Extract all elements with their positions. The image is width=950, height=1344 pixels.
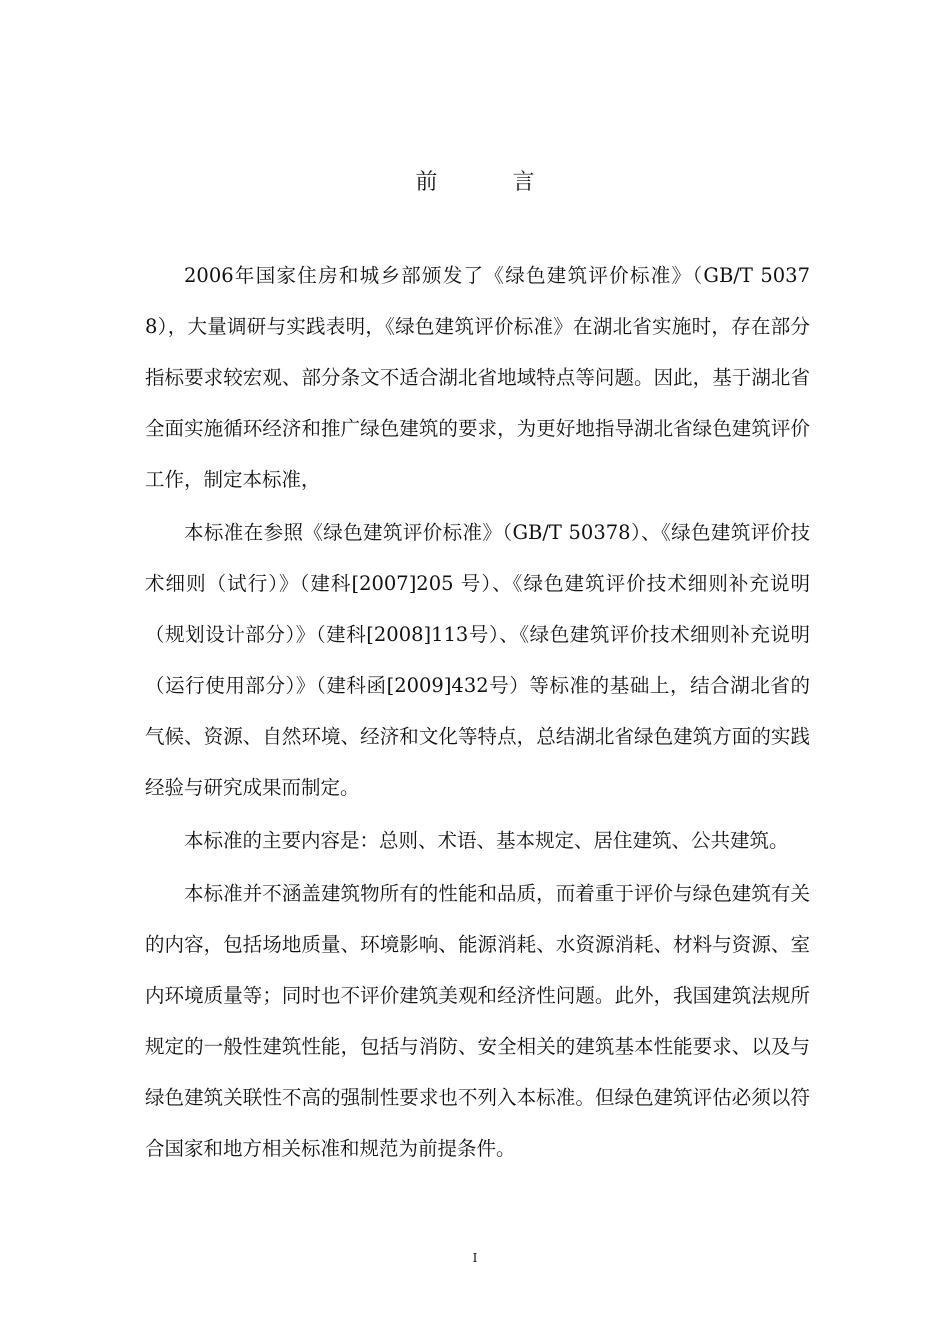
preface-body — [145, 250, 810, 1174]
paragraph-background: 2006年国家住房和城乡部颁发了《绿色建筑评价标准》（GB/T 50378），大量调研与实践表明，《绿色建筑评价标准》在湖北省实施时，存在部分指标要求较宏观、部分条文不适合湖北省地域特点等问题。因此，基于湖北省全面实施循环经济和推广绿色建筑的要求，为更好地指导湖北省绿色建筑评价工作，制定本标准， — [145, 264, 810, 491]
paragraph-references: 本标准在参照《绿色建筑评价标准》（GB/T 50378）、《绿色建筑评价技术细则（试行）》（建科[2007]205 号）、《绿色建筑评价技术细则补充说明（规划设计部分）》（建科[2008]113号）、《绿色建筑评价技术细则补充说明（运行使用部分）》（建科函[2009]432号）等标准的基础上，结合湖北省的气候、资源、自然环境、经济和文化等特点，总结湖北省绿色建筑方面的实践经验与研究成果而制定。 — [145, 521, 810, 799]
paragraph-main-contents: 本标准的主要内容是：总则、术语、基本规定、居住建筑、公共建筑。 — [184, 829, 789, 852]
page-title: 前 言 — [415, 170, 569, 195]
page-number: I — [472, 1251, 478, 1265]
paragraph-scope: 本标准并不涵盖建筑物所有的性能和品质，而着重于评价与绿色建筑有关的内容，包括场地质量、环境影响、能源消耗、水资源消耗、材料与资源、室内环境质量等；同时也不评价建筑美观和经济性问题。此外，我国建筑法规所规定的一般性建筑性能，包括与消防、安全相关的建筑基本性能要求、以及与绿色建筑关联性不高的强制性要求也不列入本标准。但绿色建筑评估必须以符合国家和地方相关标准和规范为前提条件。 — [145, 882, 810, 1160]
